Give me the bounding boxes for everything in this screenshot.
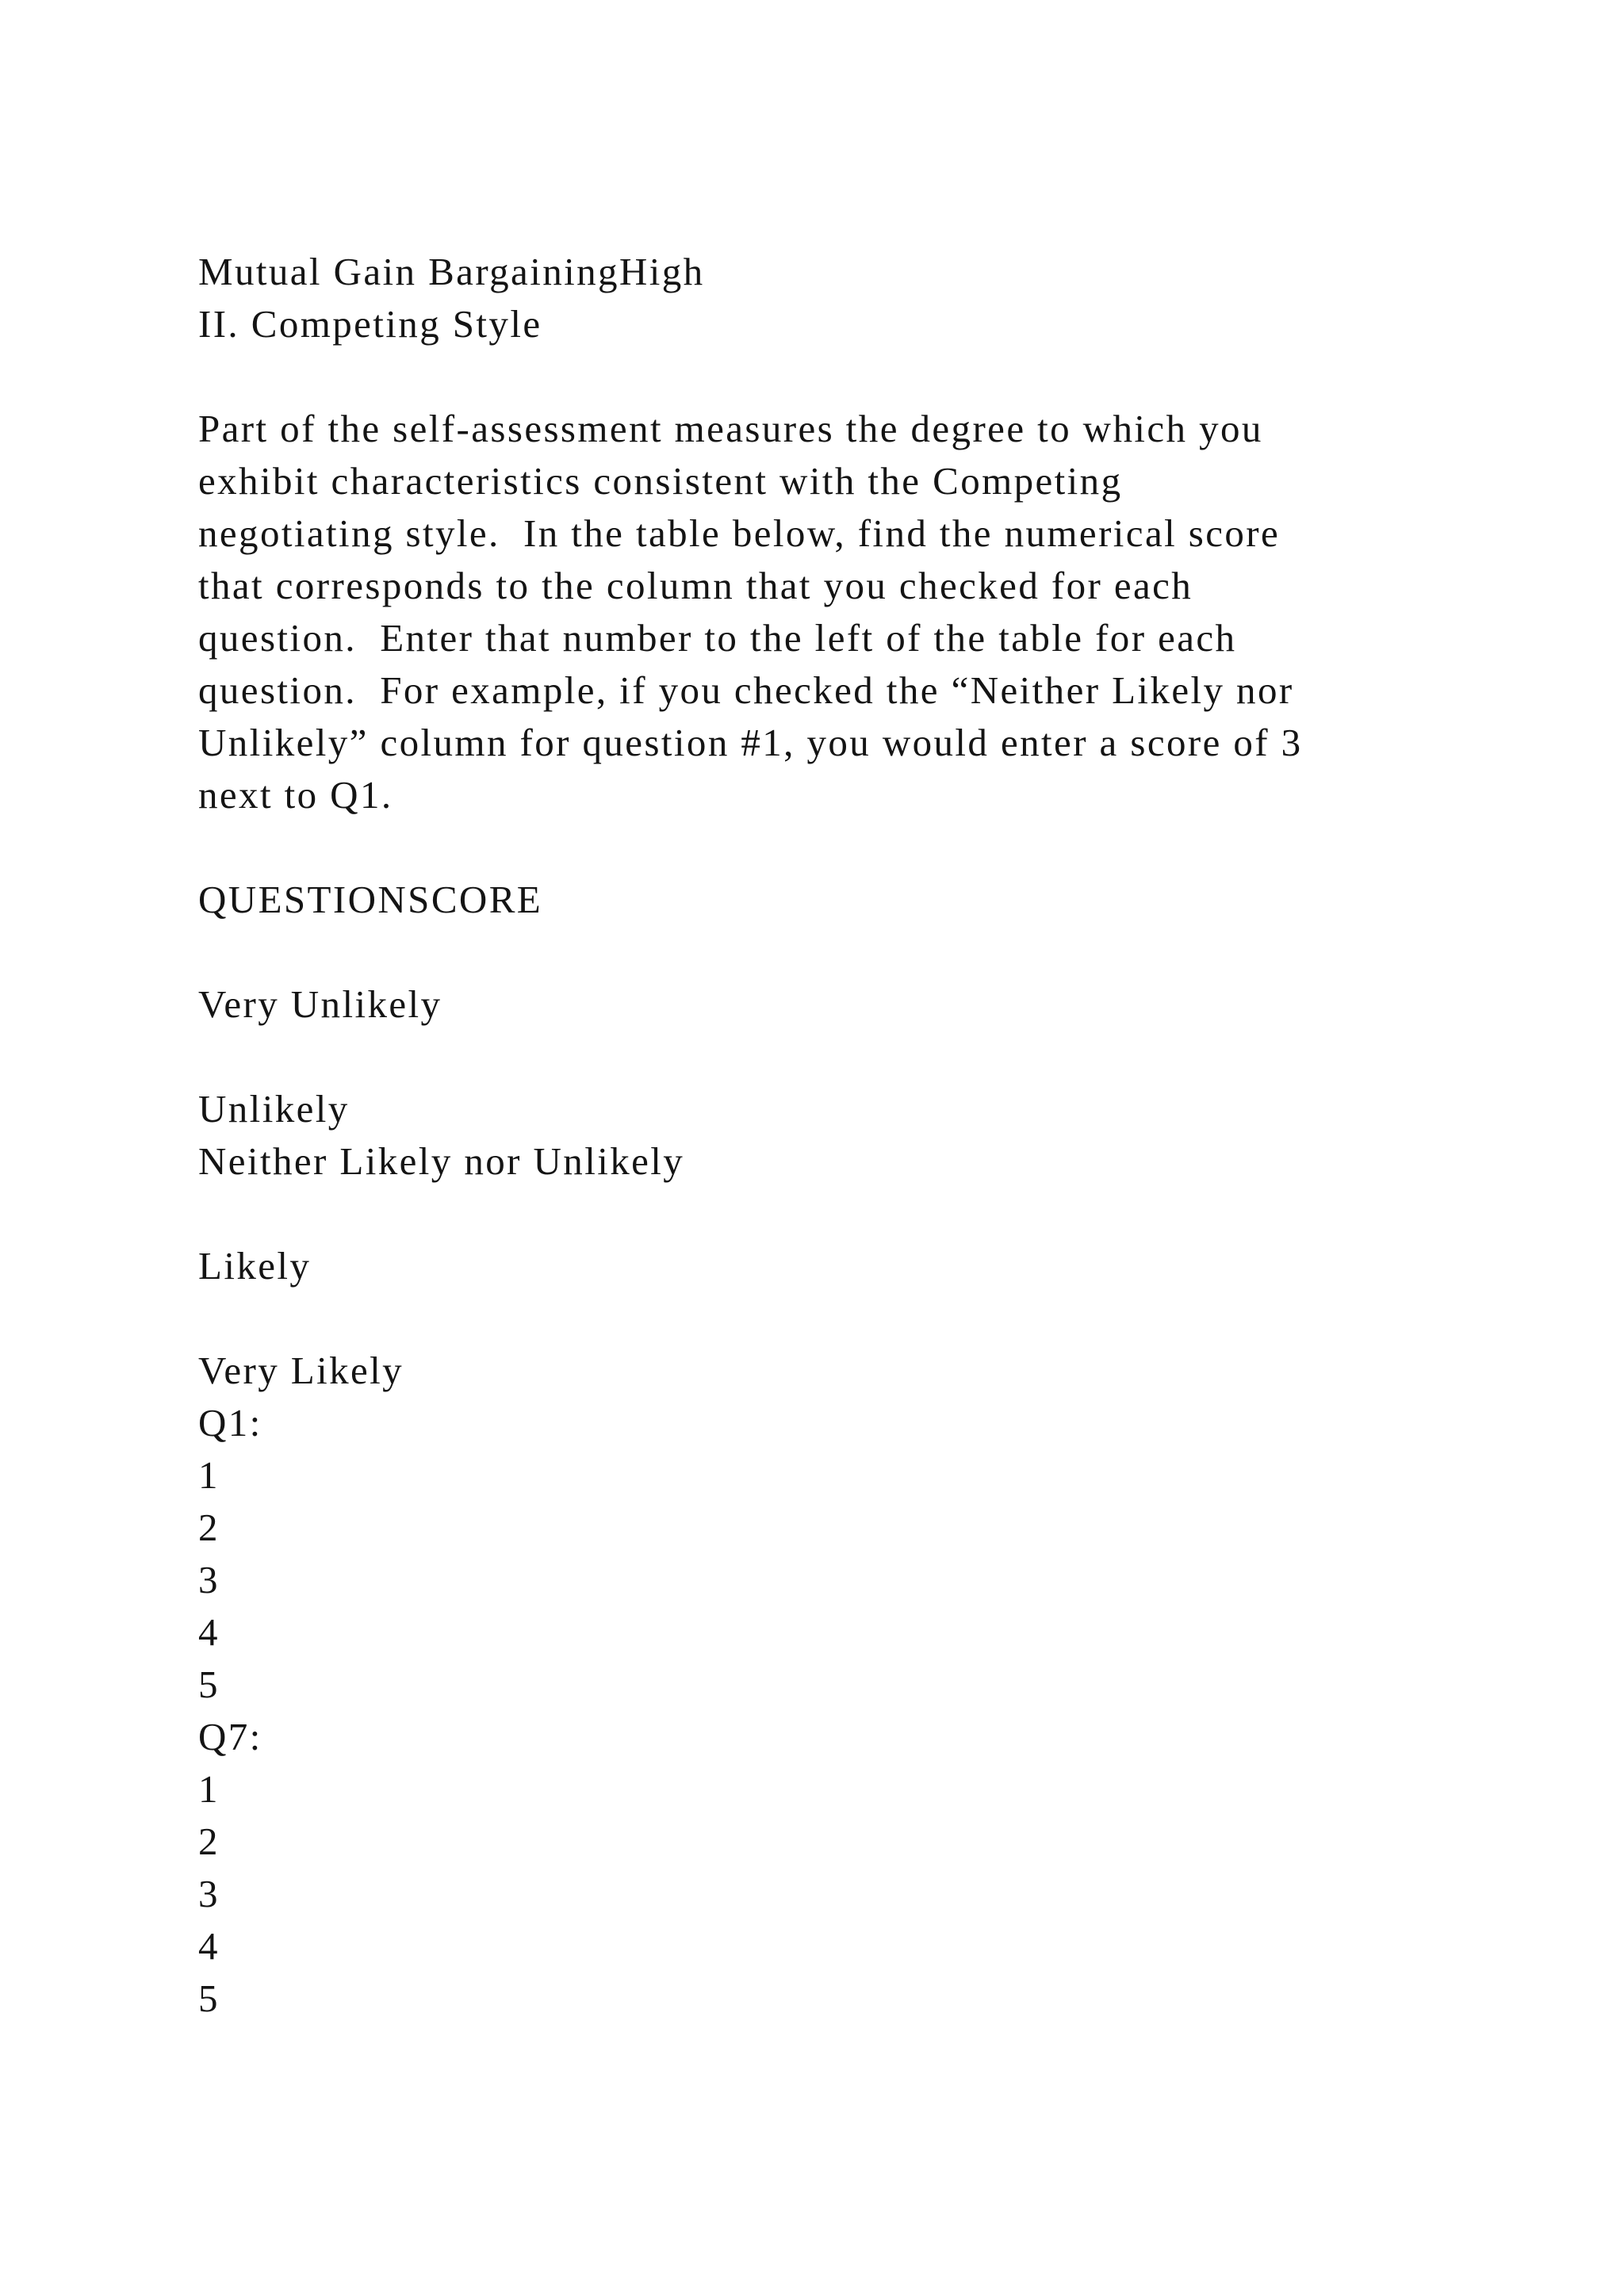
question-label: Q1: — [198, 1401, 262, 1445]
spacer — [198, 821, 1435, 874]
paragraph-line: negotiating style. In the table below, find the numerical score — [198, 511, 1281, 555]
spacer — [198, 926, 1435, 978]
spacer — [198, 1188, 1435, 1240]
score-value: 1 — [198, 1767, 220, 1811]
column-header-neither: Neither Likely nor Unlikely — [198, 1139, 685, 1183]
spacer — [198, 350, 1435, 403]
document-title: Mutual Gain BargainingHigh — [198, 250, 705, 293]
score-value: 5 — [198, 1976, 220, 2020]
question-label: Q7: — [198, 1715, 262, 1758]
document-body — [198, 246, 1435, 2025]
column-header-likely: Likely — [198, 1244, 312, 1288]
column-header-unlikely: Unlikely — [198, 1087, 350, 1131]
paragraph-line: Part of the self-assessment measures the degree to which you — [198, 407, 1263, 450]
score-value: 3 — [198, 1558, 220, 1601]
section-heading: II. Competing Style — [198, 302, 542, 346]
paragraph-line: exhibit characteristics consistent with the Competing — [198, 459, 1123, 503]
table-row — [198, 1397, 1435, 1711]
score-value: 4 — [198, 1924, 220, 1968]
spacer — [198, 1031, 1435, 1083]
paragraph-line: question. Enter that number to the left of the table for each — [198, 616, 1237, 660]
score-value: 2 — [198, 1820, 220, 1863]
table-row — [198, 1711, 1435, 2025]
column-header-very-likely: Very Likely — [198, 1349, 404, 1392]
paragraph-line: Unlikely” column for question #1, you would enter a score of 3 — [198, 721, 1303, 764]
column-header-very-unlikely: Very Unlikely — [198, 982, 442, 1026]
paragraph-line: that corresponds to the column that you checked for each — [198, 564, 1193, 607]
instructions-paragraph — [198, 403, 1435, 821]
table-header: QUESTIONSCORE — [198, 878, 543, 921]
paragraph-line: question. For example, if you checked the “Neither Likely nor — [198, 668, 1294, 712]
score-value: 2 — [198, 1506, 220, 1549]
score-value: 1 — [198, 1453, 220, 1497]
score-value: 3 — [198, 1872, 220, 1915]
score-value: 5 — [198, 1663, 220, 1706]
score-value: 4 — [198, 1610, 220, 1654]
score-table — [198, 874, 1435, 2025]
spacer — [198, 1292, 1435, 1345]
paragraph-line: next to Q1. — [198, 773, 393, 817]
